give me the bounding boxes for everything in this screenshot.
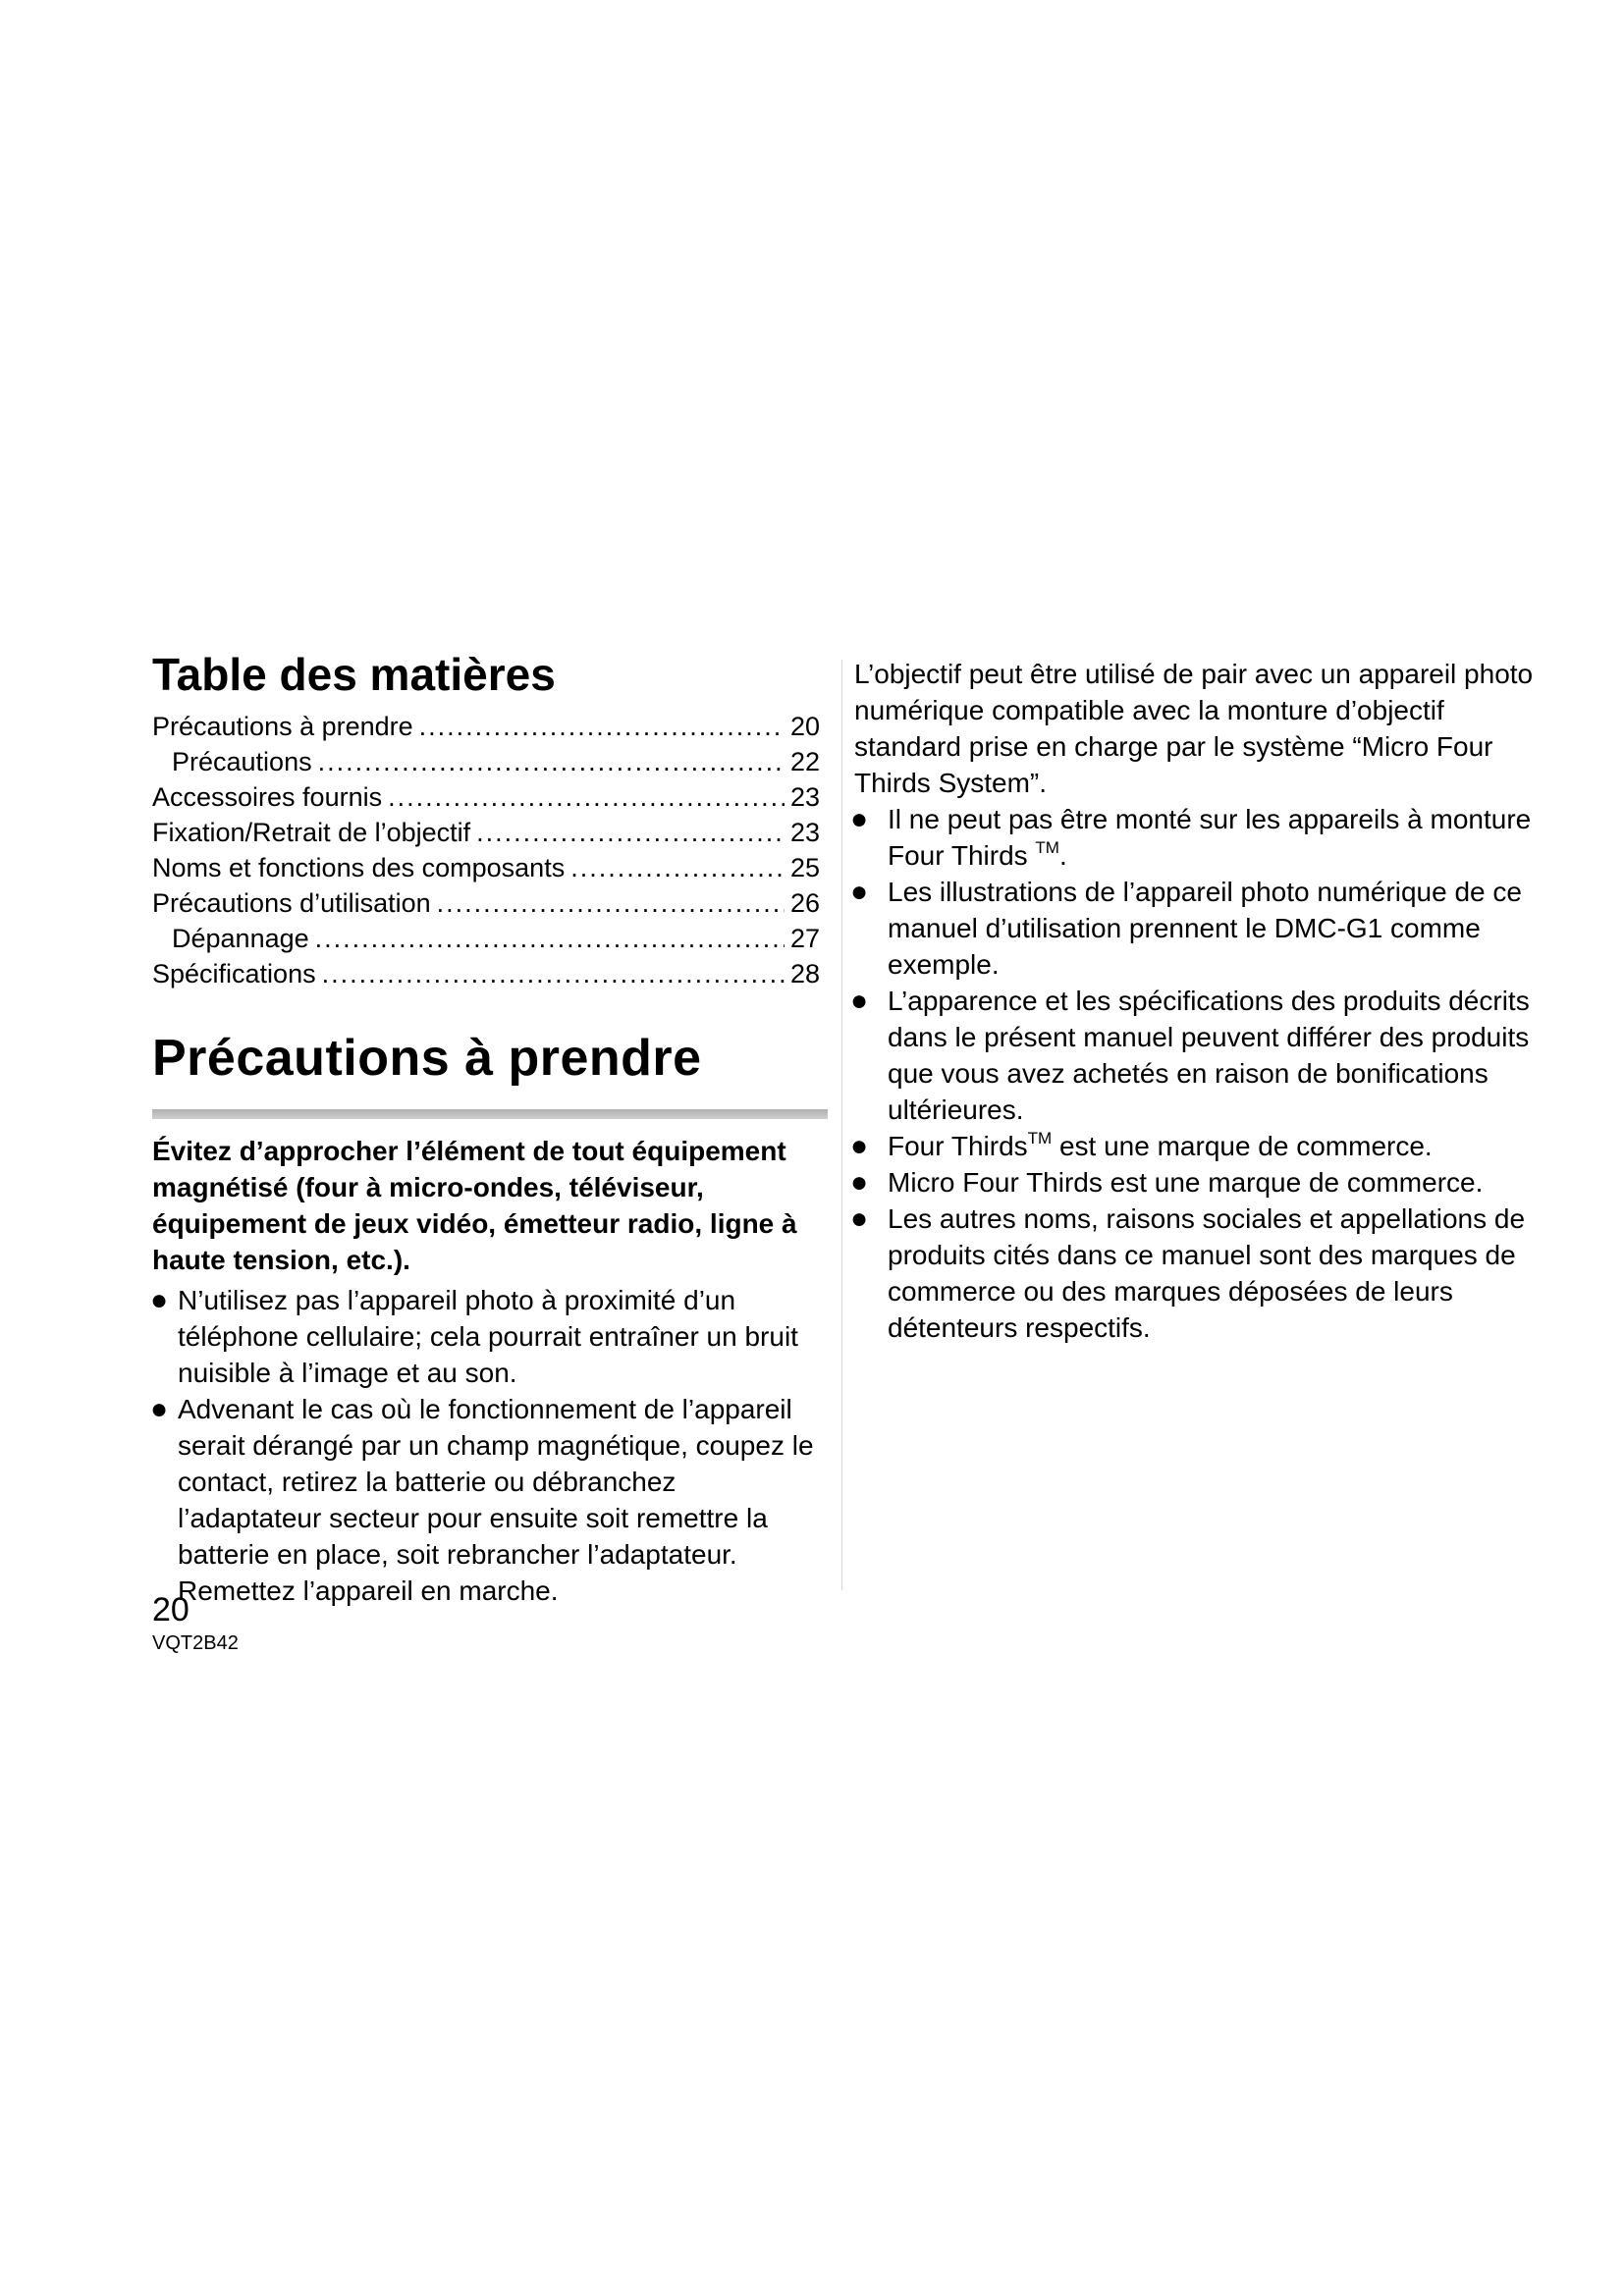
toc-entry-label: Accessoires fournis (152, 782, 383, 812)
list-item-text: Four Thirds (888, 1131, 1028, 1161)
toc-entry-page: 25 (789, 853, 820, 882)
precautions-list (152, 1282, 820, 1609)
toc-entry[interactable] (152, 850, 820, 885)
list-item (850, 1164, 1542, 1201)
toc-title: Table des matières (152, 649, 556, 700)
list-item-text: Les autres noms, raisons sociales et appellations de produits cités dans ce manuel sont des marques de commerce ou des marques déposées de leurs détenteurs respectifs. (888, 1203, 1526, 1343)
bullet-icon: ● (150, 1393, 169, 1425)
bullet-icon: ● (850, 985, 869, 1017)
bullet-icon: ● (850, 1130, 869, 1162)
document-code: VQT2B42 (152, 1632, 239, 1654)
bullet-icon: ● (850, 1202, 869, 1235)
list-item-text-end: est une marque de commerce. (1052, 1131, 1433, 1161)
toc-leader (318, 744, 785, 779)
list-item (850, 983, 1542, 1128)
toc-entry-label: Précautions d’utilisation (152, 888, 431, 918)
notes-list (850, 801, 1542, 1346)
toc-leader (570, 850, 785, 885)
bullet-icon: ● (150, 1284, 169, 1316)
list-item-end: . (1058, 840, 1067, 871)
toc-entry-page: 27 (789, 924, 820, 953)
toc-entry[interactable] (152, 885, 820, 921)
section-divider (152, 1109, 828, 1119)
list-item-text: N’utilisez pas l’appareil photo à proximité d’un téléphone cellulaire; cela pourrait entraîner un bruit nuisible à l’image et au son. (178, 1285, 798, 1388)
bullet-icon: ● (850, 876, 869, 908)
right-column (850, 656, 1542, 1346)
list-item (850, 874, 1542, 983)
section-title: Précautions à prendre (152, 1030, 702, 1087)
bullet-icon: ● (850, 1166, 869, 1199)
toc-entry-label: Dépannage (172, 924, 309, 953)
toc-list (152, 709, 820, 991)
toc-entry[interactable] (152, 744, 820, 779)
list-item (850, 1201, 1542, 1346)
toc-leader (322, 956, 785, 991)
toc-entry[interactable] (152, 815, 820, 850)
toc-entry[interactable] (152, 709, 820, 744)
column-divider (841, 660, 842, 1590)
toc-leader (437, 885, 785, 921)
list-item-text: L’apparence et les spécifications des produits décrits dans le présent manuel peuvent différer des produits que vous avez achetés en raison de bonifications ultérieures. (888, 986, 1530, 1125)
toc-leader (315, 921, 785, 956)
bullet-icon: ● (850, 803, 869, 835)
list-item (850, 1128, 1542, 1164)
list-item-text: Advenant le cas où le fonctionnement de l’appareil serait dérangé par un champ magnétique, coupez le contact, retirez la batterie ou débranchez l’adaptateur secteur pour ensuite soit remettre la batterie en place, soit rebrancher l’adaptateur. Remettez l’appareil en marche. (178, 1394, 814, 1606)
toc-leader (476, 815, 785, 850)
toc-entry[interactable] (152, 956, 820, 991)
list-item (152, 1391, 820, 1609)
toc-entry-label: Précautions (172, 747, 312, 776)
list-item (850, 801, 1542, 874)
toc-entry[interactable] (152, 921, 820, 956)
trademark-mark: TM (1027, 1129, 1053, 1148)
toc-leader (419, 709, 785, 744)
left-column (152, 648, 820, 1609)
list-item (152, 1282, 820, 1391)
trademark-mark: TM (1035, 838, 1059, 857)
toc-entry-page: 26 (789, 888, 820, 918)
list-item-text: Micro Four Thirds est une marque de commerce. (888, 1167, 1484, 1198)
toc-entry-label: Spécifications (152, 959, 316, 988)
list-item-text: Il ne peut pas être monté sur les appareils à monture Four Thirds (888, 804, 1532, 871)
toc-entry-page: 23 (789, 818, 820, 847)
toc-entry-label: Noms et fonctions des composants (152, 853, 566, 882)
toc-entry-page: 22 (789, 747, 820, 776)
list-item-text: Les illustrations de l’appareil photo numérique de ce manuel d’utilisation prennent le DMC-G1 comme exemple. (888, 877, 1522, 980)
toc-entry[interactable] (152, 779, 820, 815)
toc-entry-label: Fixation/Retrait de l’objectif (152, 818, 471, 847)
toc-entry-page: 28 (789, 959, 820, 988)
toc-entry-page: 20 (789, 712, 820, 741)
page-number: 20 (152, 1591, 189, 1629)
intro-paragraph: L’objectif peut être utilisé de pair avec un appareil photo numérique compatible avec la monture d’objectif standard prise en charge par le système “Micro Four Thirds System”. (854, 659, 1534, 798)
toc-entry-label: Précautions à prendre (152, 712, 413, 741)
toc-entry-page: 23 (789, 782, 820, 812)
toc-leader (388, 779, 785, 815)
warning-text: Évitez d’approcher l’élément de tout équipement magnétisé (four à micro-ondes, téléviseur, équipement de jeux vidéo, émetteur radio, ligne à haute tension, etc.). (152, 1136, 797, 1275)
